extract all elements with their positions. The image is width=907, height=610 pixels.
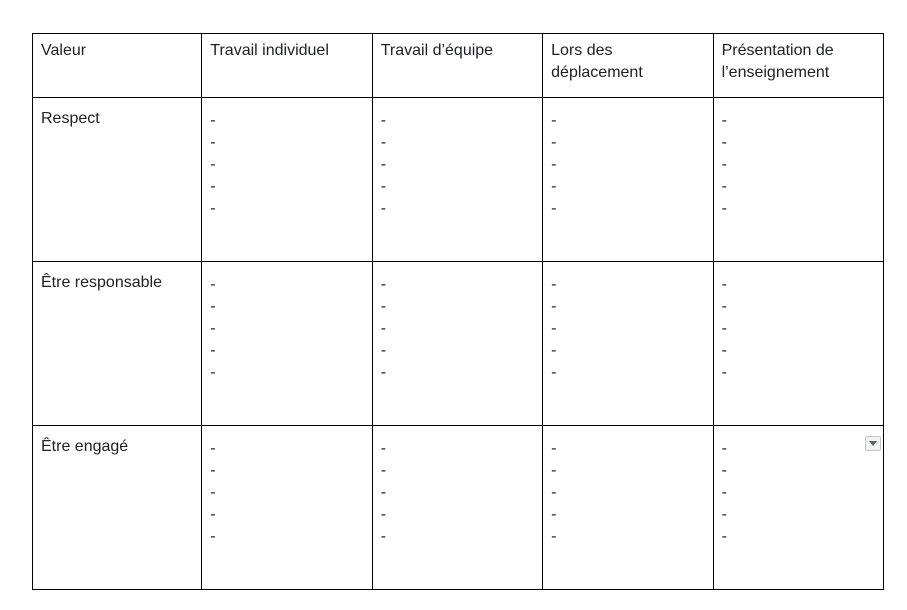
list-item: - xyxy=(380,320,387,337)
list-item: - xyxy=(380,342,387,359)
table-cell[interactable] xyxy=(372,426,542,590)
value-cell[interactable]: Être responsable xyxy=(33,262,202,426)
dash-list xyxy=(210,110,363,220)
list-item: - xyxy=(551,462,557,479)
list-item: - xyxy=(380,276,387,293)
list-item: - xyxy=(380,364,387,381)
list-item: - xyxy=(551,276,557,293)
list-item: - xyxy=(551,200,557,217)
table-cell[interactable] xyxy=(543,98,713,262)
dash-list xyxy=(551,438,704,548)
list-item: - xyxy=(380,440,387,457)
list-item: - xyxy=(380,298,387,315)
header-cell-valeur[interactable]: Valeur xyxy=(33,34,202,98)
list-item: - xyxy=(551,156,557,173)
list-item: - xyxy=(210,178,216,195)
list-item: - xyxy=(551,506,557,523)
header-cell-travail-equipe[interactable]: Travail d’équipe xyxy=(372,34,542,98)
list-item: - xyxy=(551,342,557,359)
list-item: - xyxy=(721,298,727,315)
list-item: - xyxy=(721,506,727,523)
list-item: - xyxy=(210,200,216,217)
table-cell[interactable] xyxy=(713,98,883,262)
list-item: - xyxy=(380,462,387,479)
list-item: - xyxy=(721,134,727,151)
list-item: - xyxy=(721,200,727,217)
table-cell[interactable] xyxy=(713,426,883,590)
list-item: - xyxy=(380,112,387,129)
list-item: - xyxy=(551,320,557,337)
list-item: - xyxy=(551,364,557,381)
table-cell[interactable] xyxy=(372,262,542,426)
list-item: - xyxy=(551,528,557,545)
header-cell-deplacement[interactable]: Lors des déplacement xyxy=(543,34,713,98)
list-item: - xyxy=(721,342,727,359)
list-item: - xyxy=(210,462,216,479)
table-cell[interactable] xyxy=(372,98,542,262)
list-item: - xyxy=(210,134,216,151)
table-cell[interactable] xyxy=(202,426,372,590)
list-item: - xyxy=(721,440,727,457)
header-cell-presentation[interactable]: Présentation de l’enseignement xyxy=(713,34,883,98)
list-item: - xyxy=(721,528,727,545)
header-cell-travail-individuel[interactable]: Travail individuel xyxy=(202,34,372,98)
list-item: - xyxy=(210,440,216,457)
cell-content xyxy=(722,438,875,548)
table-cell[interactable] xyxy=(543,426,713,590)
list-item: - xyxy=(551,298,557,315)
list-item: - xyxy=(380,484,387,501)
list-item: - xyxy=(380,178,387,195)
list-item: - xyxy=(551,178,557,195)
list-item: - xyxy=(210,528,216,545)
list-item: - xyxy=(551,484,557,501)
dash-list xyxy=(210,438,363,548)
table-cell[interactable] xyxy=(713,262,883,426)
dash-list xyxy=(381,274,534,384)
list-item: - xyxy=(210,156,216,173)
table-row xyxy=(33,262,884,426)
dash-list xyxy=(722,274,875,384)
value-cell[interactable]: Être engagé xyxy=(33,426,202,590)
table-cell[interactable] xyxy=(202,98,372,262)
list-item: - xyxy=(721,364,727,381)
header-row xyxy=(33,34,884,98)
list-item: - xyxy=(380,528,387,545)
list-item: - xyxy=(380,506,387,523)
list-item: - xyxy=(210,298,216,315)
list-item: - xyxy=(210,484,216,501)
table-cell[interactable] xyxy=(202,262,372,426)
list-item: - xyxy=(380,134,387,151)
list-item: - xyxy=(551,440,557,457)
list-item: - xyxy=(210,320,216,337)
dash-list xyxy=(722,438,875,548)
dash-list xyxy=(722,110,875,220)
dash-list xyxy=(210,274,363,384)
list-item: - xyxy=(721,276,727,293)
list-item: - xyxy=(721,156,727,173)
list-item: - xyxy=(210,364,216,381)
list-item: - xyxy=(721,112,727,129)
list-item: - xyxy=(210,342,216,359)
value-cell[interactable]: Respect xyxy=(33,98,202,262)
dash-list xyxy=(381,438,534,548)
list-item: - xyxy=(551,112,557,129)
table-cell[interactable] xyxy=(543,262,713,426)
chevron-down-icon[interactable] xyxy=(865,436,881,451)
list-item: - xyxy=(721,178,727,195)
list-item: - xyxy=(380,156,387,173)
list-item: - xyxy=(210,506,216,523)
values-table xyxy=(32,33,884,590)
table-row xyxy=(33,426,884,590)
list-item: - xyxy=(721,320,727,337)
list-item: - xyxy=(721,484,727,501)
dash-list xyxy=(551,110,704,220)
dash-list xyxy=(551,274,704,384)
list-item: - xyxy=(210,276,216,293)
list-item: - xyxy=(210,112,216,129)
list-item: - xyxy=(380,200,387,217)
list-item: - xyxy=(551,134,557,151)
table-row xyxy=(33,98,884,262)
dash-list xyxy=(381,110,534,220)
list-item: - xyxy=(721,462,727,479)
